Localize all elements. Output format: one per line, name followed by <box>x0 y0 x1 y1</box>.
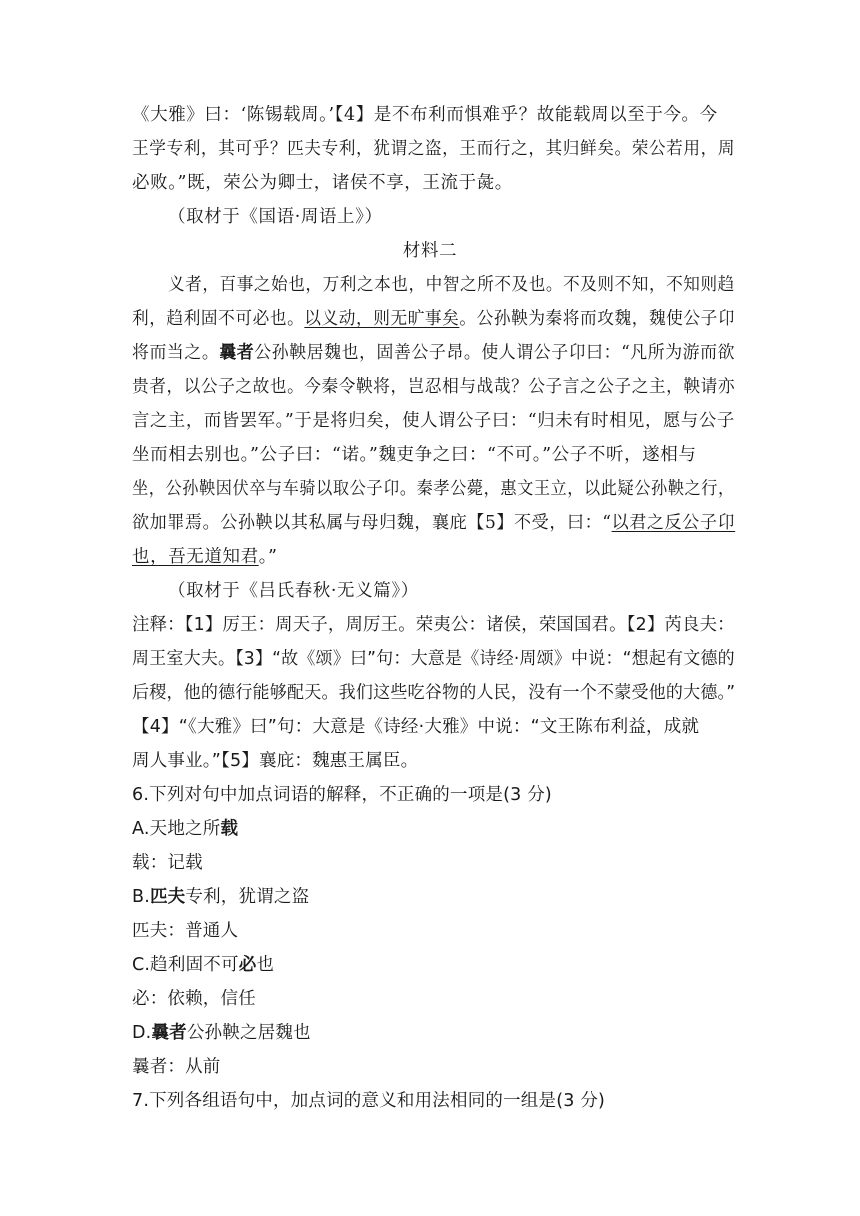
underlined-sentence-2a: 以君之反公子卬 <box>611 513 736 533</box>
passage-line-3: 必败。”既，荣公为卿士，诸侯不享，王流于彘。 <box>132 173 513 193</box>
material-2-line-5: 言之主，而皆罢军。”于是将归矣，使人谓公子曰：“归未有时相见，愿与公子 <box>132 411 735 431</box>
material-2-line-6: 坐而相去别也。”公子曰：“诺。”魏吏争之曰：“不可。”公子不听，遂相与 <box>132 445 697 465</box>
bold-word-bi: 必 <box>238 955 257 975</box>
notes-line-1: 注释：【1】厉王：周天子，周厉王。荣夷公：诸侯，荣国国君。【2】芮良夫： <box>132 615 735 635</box>
question-6-stem: 6.下列对句中加点词语的解释，不正确的一项是(3 分) <box>132 785 552 805</box>
bold-word-nangzhe-2: 曩者 <box>151 1023 187 1043</box>
bold-word-zai: 载 <box>220 819 239 839</box>
question-6-option-b-explanation: 匹夫：普通人 <box>132 921 239 941</box>
material-2-line-4: 贵者，以公子之故也。今秦令鞅将，岂忍相与战哉？公子言之公子之主，鞅请亦 <box>132 377 736 397</box>
source-citation-1: （取材于《国语·周语上》） <box>168 207 383 227</box>
material-2-line-7: 坐，公孙鞅因伏卒与车骑以取公子卬。秦孝公薨，惠文王立，以此疑公孙鞅之行， <box>132 479 735 499</box>
notes-line-3: 后稷，他的德行能够配天。我们这些吃谷物的人民，没有一个不蒙受他的大德。” <box>132 683 736 703</box>
question-6-option-a: A.天地之所载 <box>132 819 239 839</box>
passage-line-2: 王学专利，其可乎？匹夫专利，犹谓之盗，王而行之，其归鲜矣。荣公若用，周 <box>132 139 736 159</box>
question-6-option-d-explanation: 曩者：从前 <box>132 1057 221 1077</box>
source-citation-2: （取材于《吕氏春秋·无义篇》） <box>168 581 419 601</box>
bold-word-nangzhe: 曩者 <box>219 343 255 363</box>
question-6-option-d: D.曩者公孙鞅之居魏也 <box>132 1023 311 1043</box>
question-7-stem: 7.下列各组语句中，加点词的意义和用法相同的一组是(3 分) <box>132 1091 606 1111</box>
question-6-option-b: B.匹夫专利，犹谓之盗 <box>132 887 310 907</box>
underlined-sentence-2b: 也，吾无道知君 <box>132 547 259 567</box>
material-2-line-9: 也，吾无道知君。” <box>132 547 278 567</box>
notes-line-5: 周人事业。”【5】襄庇：魏惠王属臣。 <box>132 751 419 771</box>
passage-line-1: 《大雅》曰：‘陈锡载周。’【4】是不布利而惧难乎？故能载周以至于今。今 <box>132 105 718 125</box>
question-6-option-c-explanation: 必：依赖，信任 <box>132 989 256 1009</box>
material-2-line-2: 利，趋利固不可必也。以义动，则无旷事矣。公孙鞅为秦将而攻魏，魏使公子卬 <box>132 309 736 329</box>
notes-line-2: 周王室大夫。【3】“故《颂》曰”句：大意是《诗经·周颂》中说：“想起有文德的 <box>132 649 735 669</box>
bold-word-pifu: 匹夫 <box>149 887 186 907</box>
notes-line-4: 【4】“《大雅》曰”句：大意是《诗经·大雅》中说：“文王陈布利益，成就 <box>132 717 700 737</box>
material-2-line-1: 义者，百事之始也，万利之本也，中智之所不及也。不及则不知，不知则趋 <box>168 275 735 295</box>
question-6-option-c: C.趋利固不可必也 <box>132 955 275 975</box>
material-2-line-3: 将而当之。曩者公孙鞅居魏也，固善公子昂。使人谓公子卬曰：“凡所为游而欲 <box>132 343 736 363</box>
material-2-title: 材料二 <box>402 241 458 261</box>
material-2-line-8: 欲加罪焉。公孙鞅以其私属与母归魏，襄庇【5】不受，曰：“以君之反公子卬 <box>132 513 736 533</box>
question-6-option-a-explanation: 载：记载 <box>132 853 203 873</box>
underlined-sentence: 以义动，则无旷事矣 <box>304 309 460 329</box>
